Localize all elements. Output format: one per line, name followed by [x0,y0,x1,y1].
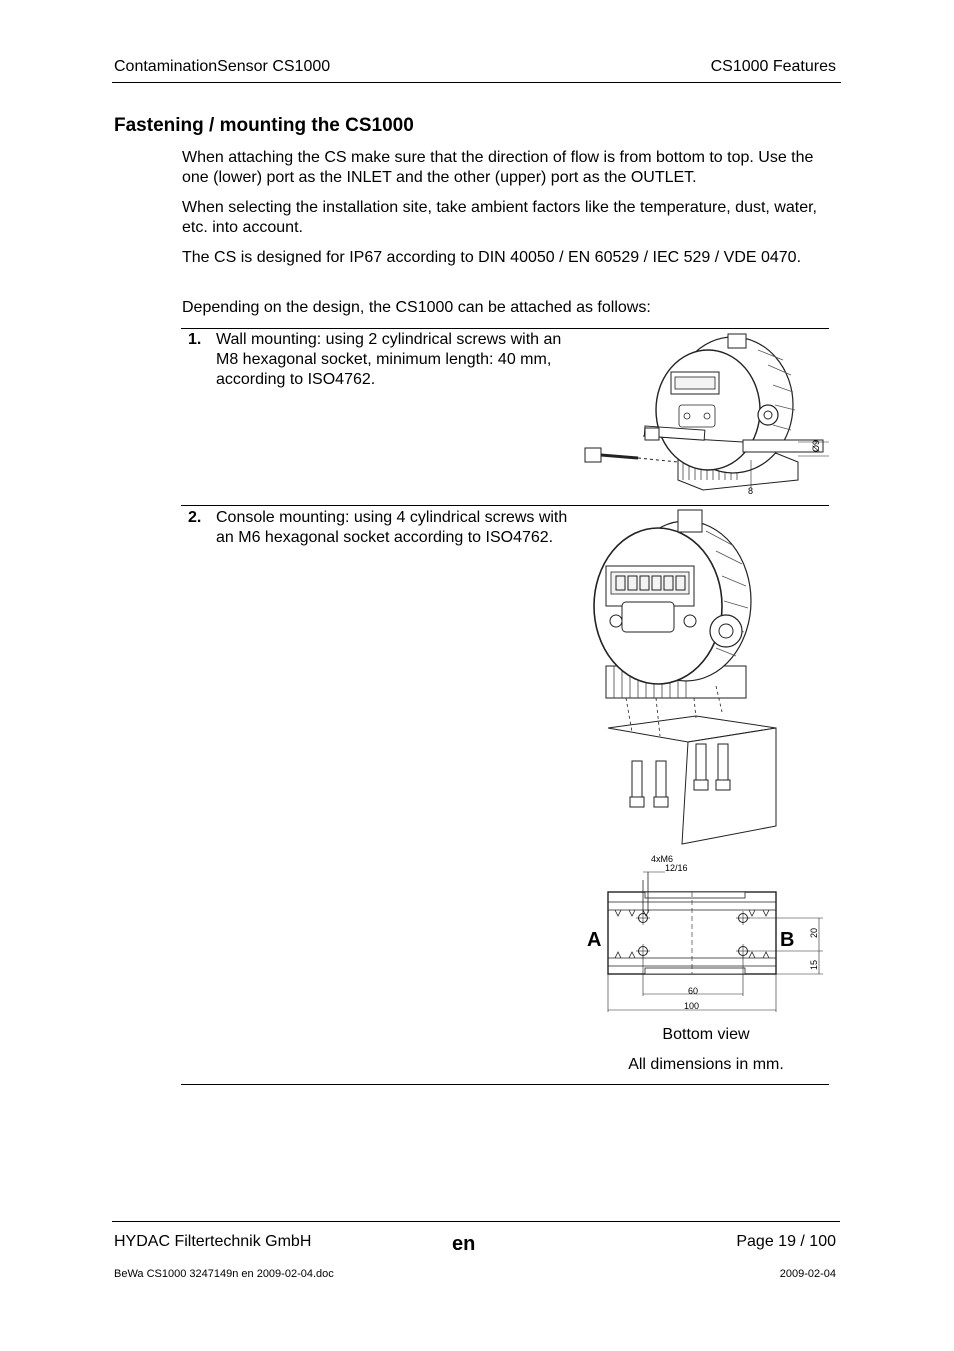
side-a-label: A [587,929,602,951]
table-top-rule [181,328,829,329]
figure-caption-bottom-view: Bottom view [662,1026,750,1043]
console-mounting-illustration [586,506,786,846]
paragraph-ip-rating: The CS is designed for IP67 according to DIN 40050 / EN 60529 / IEC 529 / VDE 0470. [182,249,802,266]
footer-date: 2009-02-04 [779,1268,836,1280]
footer-language: en [452,1233,476,1255]
item-text: Console mounting: using 4 cylindrical screws with an M6 hexagonal socket according to ISO4762. [216,509,568,546]
paragraph-installation-site: When selecting the installation site, take ambient factors like the temperature, dust, water, etc. into account. [182,199,817,236]
header-chapter: CS1000 Features [710,58,836,75]
paragraph-attachment-intro: Depending on the design, the CS1000 can be attached as follows: [182,299,651,316]
footer-company: HYDAC Filtertechnik GmbH [114,1233,312,1250]
paragraph-flow-direction: When attaching the CS make sure that the direction of flow is from bottom to top. Use the one (lower) port as the INLET and the other (upper) port as the OUTLET. [182,149,814,186]
footer-divider [112,1221,840,1222]
header-divider [112,82,841,83]
dimension-15: 15 [809,959,819,970]
thread-label: 4xM6 [651,854,674,864]
thread-depth-label: 12/16 [665,863,688,873]
item-text: Wall mounting: using 2 cylindrical screws with an M8 hexagonal socket, minimum length: 40 mm, according to ISO4762. [216,331,562,388]
wall-mounting-illustration [583,330,831,500]
item-number: 2. [188,509,202,526]
figure-caption-units: All dimensions in mm. [628,1056,784,1073]
depth-label: 8 [748,486,754,496]
table-bottom-rule [181,1084,829,1085]
dimension-20: 20 [809,927,819,938]
footer-document-name: BeWa CS1000 3247149n en 2009-02-04.doc [114,1268,334,1280]
side-b-label: B [780,929,795,951]
header-title: ContaminationSensor CS1000 [114,58,331,75]
dimension-100: 100 [684,1001,700,1011]
item-number: 1. [188,331,202,348]
bottom-view-drawing [585,850,830,1018]
footer-page-number: Page 19 / 100 [736,1233,836,1250]
diameter-label: Ø9 [811,439,821,452]
section-title: Fastening / mounting the CS1000 [114,115,414,136]
dimension-60: 60 [688,986,699,996]
